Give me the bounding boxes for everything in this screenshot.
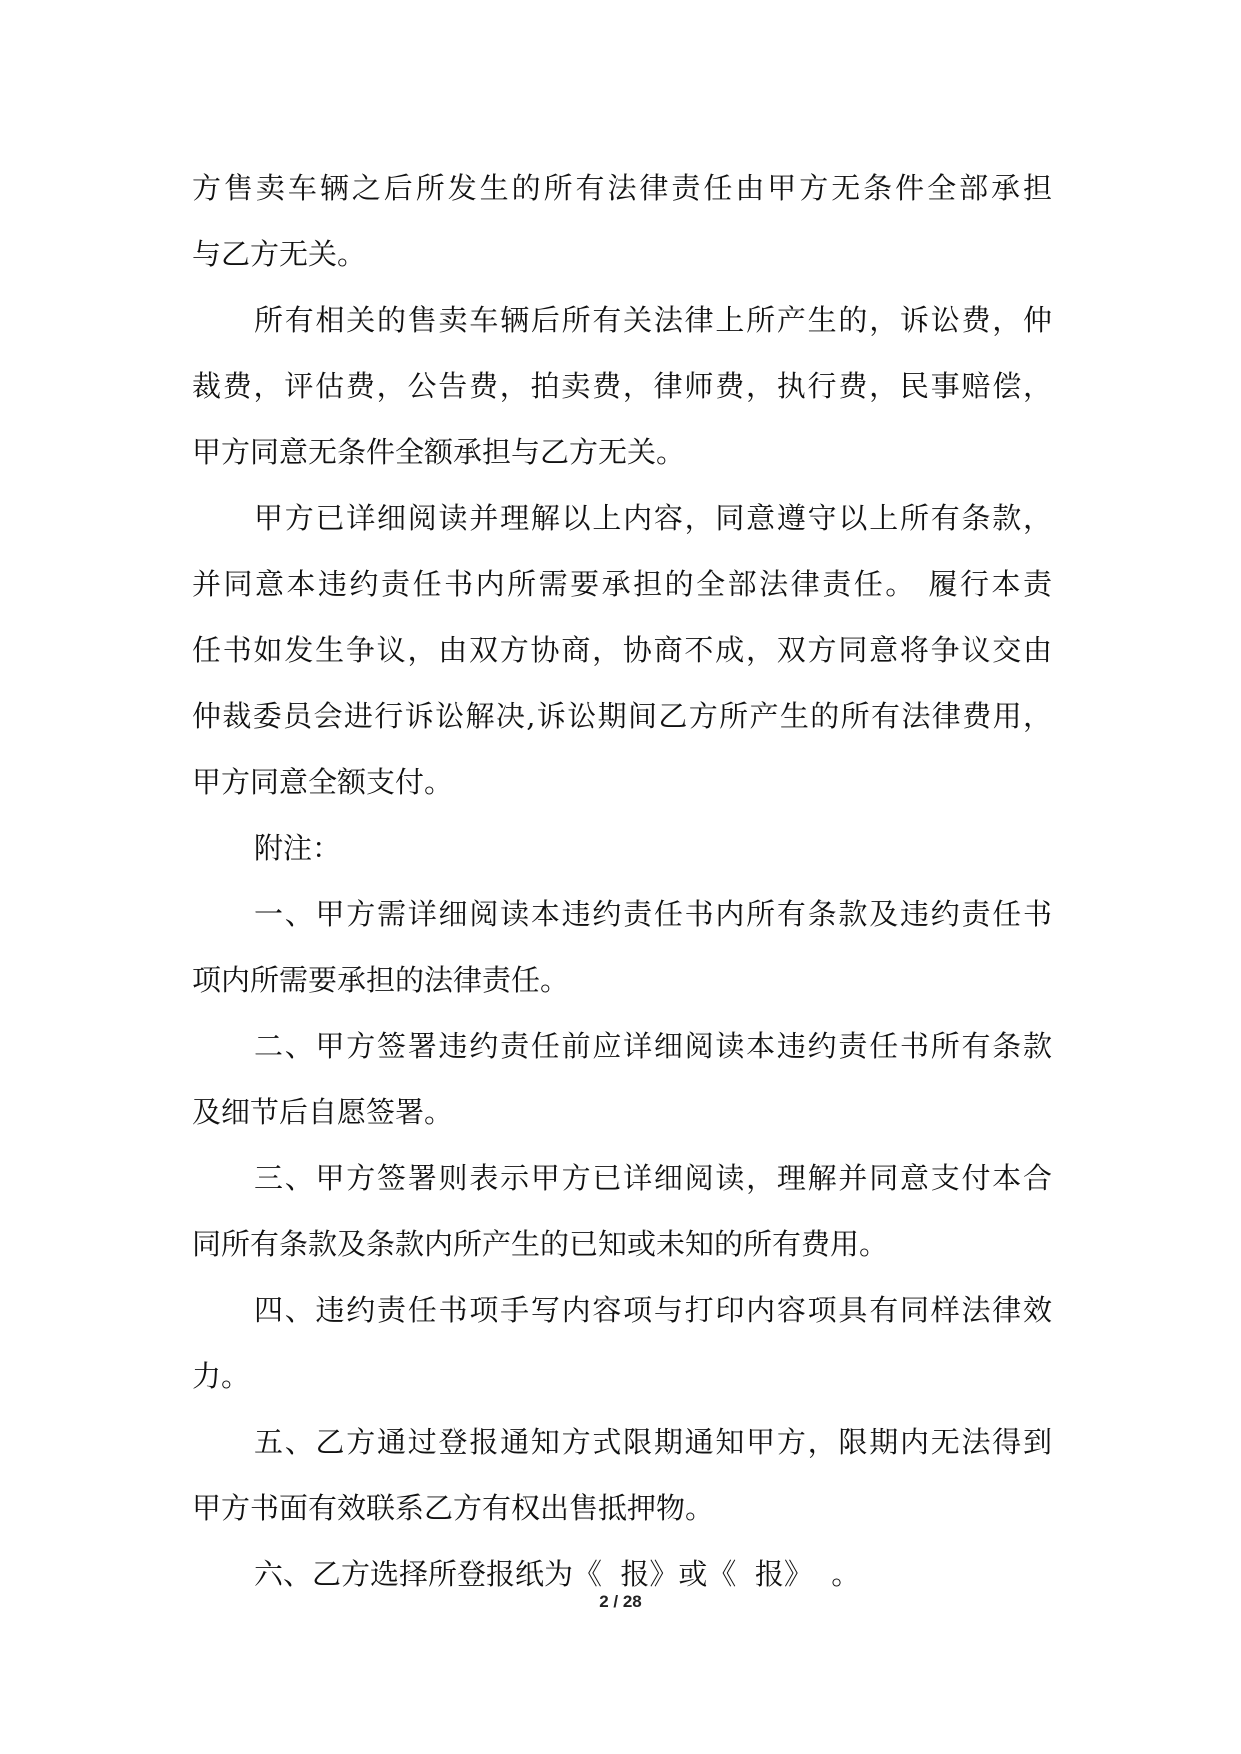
document-body xyxy=(192,155,1052,1607)
text-line: 甲方同意无条件全额承担与乙方无关。 xyxy=(192,435,686,469)
text-line: 甲方书面有效联系乙方有权出售抵押物。 xyxy=(192,1491,715,1525)
text-line: 附注： xyxy=(254,831,342,865)
note-item xyxy=(192,1409,1052,1541)
text-line: 及细节后自愿签署。 xyxy=(192,1095,454,1129)
text-line: 方售卖车辆之后所发生的所有法律责任由甲方无条件全部承担 xyxy=(192,171,1052,205)
text-line: 三、甲方签署则表示甲方已详细阅读，理解并同意支付本合 xyxy=(254,1161,1052,1195)
text-line: 甲方已详细阅读并理解以上内容，同意遵守以上所有条款， xyxy=(254,501,1052,535)
text-line: 甲方同意全额支付。 xyxy=(192,765,454,799)
note-item xyxy=(192,1145,1052,1277)
text-line: 所有相关的售卖车辆后所有关法律上所产生的，诉讼费，仲 xyxy=(254,303,1052,337)
note-item xyxy=(192,1013,1052,1145)
text-line: 任书如发生争议，由双方协商，协商不成，双方同意将争议交由 xyxy=(192,633,1052,667)
text-line: 同所有条款及条款内所产生的已知或未知的所有费用。 xyxy=(192,1227,889,1261)
page-number: 2 / 28 xyxy=(599,1592,642,1611)
text-line: 二、甲方签署违约责任前应详细阅读本违约责任书所有条款 xyxy=(254,1029,1052,1063)
text-line: 一、甲方需详细阅读本违约责任书内所有条款及违约责任书 xyxy=(254,897,1052,931)
text-line: 六、乙方选择所登报纸为《 报》或《 报》 。 xyxy=(254,1557,861,1591)
paragraph xyxy=(192,485,1052,815)
text-line: 仲裁委员会进行诉讼解决,诉讼期间乙方所产生的所有法律费用， xyxy=(192,699,1052,733)
text-line: 裁费，评估费，公告费，拍卖费，律师费，执行费，民事赔偿， xyxy=(192,369,1052,403)
paragraph xyxy=(192,155,1052,287)
text-line: 项内所需要承担的法律责任。 xyxy=(192,963,570,997)
note-item xyxy=(192,1277,1052,1409)
note-item xyxy=(192,881,1052,1013)
text-line: 五、乙方通过登报通知方式限期通知甲方，限期内无法得到 xyxy=(254,1425,1052,1459)
text-line: 力。 xyxy=(192,1359,251,1393)
notes-heading xyxy=(192,815,1052,881)
text-line: 与乙方无关。 xyxy=(192,237,367,271)
text-line: 四、违约责任书项手写内容项与打印内容项具有同样法律效 xyxy=(254,1293,1052,1327)
paragraph xyxy=(192,287,1052,485)
text-line: 并同意本违约责任书内所需要承担的全部法律责任。 履行本责 xyxy=(192,567,1052,601)
